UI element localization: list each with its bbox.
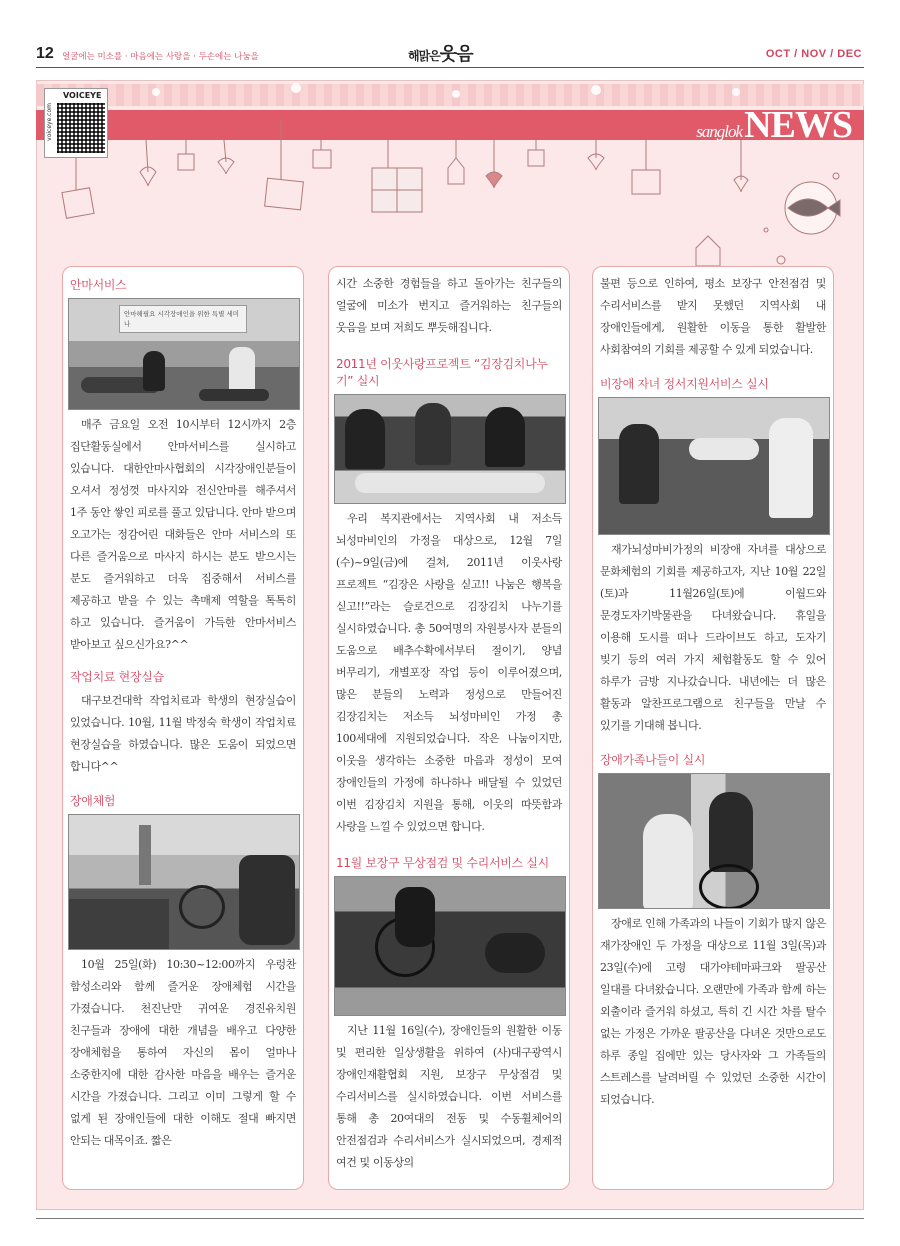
section-title-wheelchair-repair: 11월 보장구 무상점검 및 수리서비스 실시 [336, 856, 549, 870]
footer-rule [36, 1218, 864, 1219]
disability-experience-text: 10월 25일(화) 10:30~12:00까지 우렁찬 함성소리와 함께 즐거운 장애체험 시간을 가졌습니다. 천진난만 귀여운 경진유치원 친구들과 장애에 대한 개념을 배우고 다양한 장애체험을 통하여 자신의 몸이 얼마나 소중한지에 대한 감사한 마음을 배우는 즐거운 시간을 가졌습니다. 그리고 이미 그렇게 할 수 없게 된 장애인들에 대한 이해도 절대 빠지면 안되는 대목이죠. 짧은 [70, 958, 296, 1147]
disability-experience-photo [68, 814, 300, 950]
kimchi-photo [334, 394, 566, 504]
wheelchair-repair-text: 지난 11월 16일(수), 장애인들의 원활한 이동 및 편리한 일상생활을 위하여 (사)대구광역시 장애인재활협회 지원, 보장구 무상점검 및 수리서비스를 실시하였습니다. 이번 서비스를 통해 총 20여대의 전동 및 수동휠체어의 안전점검과 수리서비스가 실시되었으며, 경제적 여건 및 이동상의 [336, 1024, 562, 1169]
section-title-ot-practice: 작업치료 현장실습 [70, 670, 164, 684]
news-logo-small: sanglok [696, 122, 743, 141]
page-number: 12 [36, 45, 54, 62]
magazine-title-big: 웃음 [439, 44, 473, 65]
voiceye-barcode [57, 103, 105, 153]
magazine-title [408, 40, 473, 66]
news-logo-big: NEWS [744, 104, 852, 146]
sibling-support-text: 재가뇌성마비가정의 비장애 자녀를 대상으로 문화체험의 기회를 제공하고자, 지난 10월 22일(토)과 11월26일(토)에 이월드와 문경도자기박물관을 다녀왔습니다. 휴일을 이용해 도시를 떠나 드라이브도 하고, 도자기 빚기 등의 여러 가지 체험활동도 할 수 있어 하루가 금방 지나갔습니다. 내년에는 더 많은 활동과 알찬프로그램으로 친구들을 만날 수 있기를 기대해 봅니다. [600, 543, 826, 732]
photo-banner-text: 안마해필요 시각장애인을 위한 특별 세미나 [119, 305, 247, 333]
wheelchair-repair-continued-text: 불편 등으로 인하여, 평소 보장구 안전점검 및 수리서비스를 받지 못했던 지역사회 내 장애인들에게, 원활한 이동을 통한 활발한 사회참여의 기회를 제공할 수 있게 되었습니다. [600, 277, 826, 356]
issue-label: OCT / NOV / DEC [765, 48, 862, 60]
family-outing-text: 장애로 인해 가족과의 나들이 기회가 많지 않은 재가장애인 두 가정을 대상으로 11월 3일(목)과 23일(수)에 고령 대가야테마파크와 팔공산 일대를 다녀왔습니다. 오랜만에 가족과 함께 하는 외출이라 즐거워 하셨고, 특히 긴 시간 차를 탈수 없는 가정은 가까운 팔공산을 다녀온 것만으로도 하루 종일 집에만 있는 당사자와 그 가족들의 스트레스를 날려버릴 수 있었던 소중한 시간이 되었습니다. [600, 917, 826, 1106]
section-title-massage: 안마서비스 [70, 278, 127, 292]
voiceye-side-text: voiceye.com [46, 103, 53, 141]
magazine-title-small: 해맑은 [408, 49, 440, 63]
massage-photo [68, 298, 300, 410]
section-title-family-outing: 장애가족나들이 실시 [600, 753, 706, 767]
wheelchair-repair-photo [334, 876, 566, 1016]
massage-text: 매주 금요일 오전 10시부터 12시까지 2층 집단활동실에서 안마서비스를 실시하고 있습니다. 대한안마사협회의 시각장애인분들이 오셔서 정성껏 마사지와 전신안마를 해주셔서 1주 동안 쌓인 피로를 풀고 있답니다. 안마 받으며 오고가는 정감어린 대화들은 안마 서비스의 또 다른 즐거움으로 마사지 하시는 분도 받으시는 분도 즐거워하고 더욱 집중해서 서비스를 제공하고 받을 수 있는 촉매제 역할을 톡톡히 하고 있습니다. 즐거움이 가득한 안마서비스 받아보고 싶으신가요?^^ [70, 418, 296, 651]
section-title-kimchi: 2011년 이웃사랑프로젝트 “김장김치나누기” 실시 [336, 357, 548, 388]
news-logo [696, 106, 852, 151]
column-3 [592, 266, 834, 1190]
sibling-support-photo [598, 397, 830, 535]
ot-practice-text: 대구보건대학 작업치료과 학생의 현장실습이 있었습니다. 10월, 11월 박정숙 학생이 작업치료 현장실습을 하였습니다. 많은 도움이 되었으면 합니다^^ [70, 694, 296, 773]
voiceye-label: VOICEYE [63, 91, 102, 100]
kimchi-text: 우리 복지관에서는 지역사회 내 저소득 뇌성마비인의 가정을 대상으로, 12월 7일(수)~9일(금)에 걸쳐, 2011년 이웃사랑 프로젝트 “김장은 사랑을 싣고!! 나눔은 행복을 싣고!!”라는 슬로건으로 김장김치 나누기를 실시하였습니다. 총 50여명의 자원봉사자 분들의 도움으로 배추수확에서부터 절이기, 양념 버무리기, 개별포장 작업 등이 이루어졌으며, 많은 분들의 노력과 정성으로 만들어진 김장김치는 저소득 뇌성마비인 가정 총 100세대에 지원되었습니다. 작은 나눔이지만, 이웃을 생각하는 소중한 마음과 정성이 모여 장애인들의 가정에 하나하나 배달될 수 있었던 이번 김장김치 지원을 통해, 이웃의 따뜻함과 사랑을 느낄 수 있었으면 합니다. [336, 512, 562, 833]
column-2 [328, 266, 570, 1190]
family-outing-photo [598, 773, 830, 909]
section-title-disability-experience: 장애체험 [70, 794, 116, 808]
section-title-sibling-support: 비장애 자녀 정서지원서비스 실시 [600, 377, 769, 391]
disability-experience-continued-text: 시간 소중한 경험들을 하고 돌아가는 친구들의 얼굴에 미소가 번지고 즐거워하는 친구들의 웃음을 보며 저희도 뿌듯해집니다. [336, 277, 562, 334]
header-tagline: 얼굴에는 미소를 · 마음에는 사랑을 · 두손에는 나눔을 [62, 52, 259, 62]
column-1 [62, 266, 304, 1190]
voiceye-code [44, 88, 108, 158]
page-header [36, 40, 864, 68]
